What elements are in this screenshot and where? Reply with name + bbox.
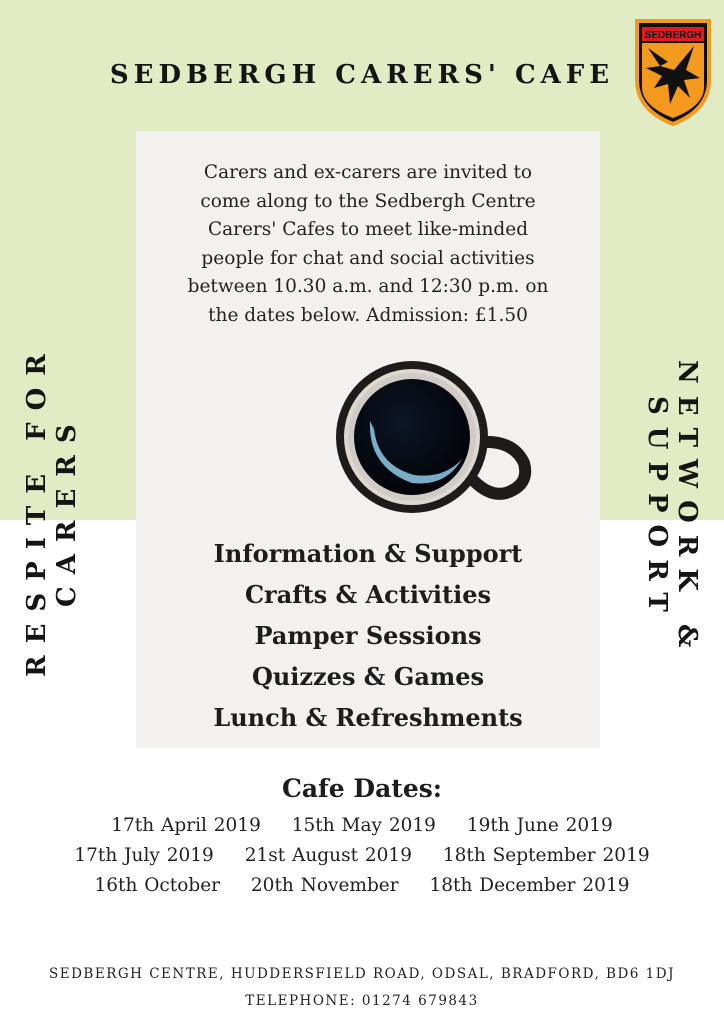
activity-item: Information & Support xyxy=(213,539,523,568)
date-item: 17th July 2019 xyxy=(74,845,214,866)
footer-address: SEDBERGH CENTRE, HUDDERSFIELD ROAD, ODSAL, BRADFORD, BD6 1DJ xyxy=(49,966,675,982)
dates-heading: Cafe Dates: xyxy=(281,774,443,803)
logo-text: SEDBERGH xyxy=(644,30,702,41)
side-text-left: RESPITE FOR CARERS xyxy=(22,342,82,678)
intro-line: Carers and ex-carers are invited to xyxy=(203,162,533,183)
dates-row xyxy=(0,875,724,896)
page-title: SEDBERGH CARERS' CAFE xyxy=(109,60,615,90)
footer-phone: TELEPHONE: 01274 679843 xyxy=(245,993,479,1009)
intro-line: come along to the Sedbergh Centre xyxy=(200,190,536,212)
date-item: 18th September 2019 xyxy=(442,845,650,866)
intro-line: Carers' Cafes to meet like-minded xyxy=(207,219,529,240)
date-item: 16th October xyxy=(94,875,221,896)
activity-item: Lunch & Refreshments xyxy=(213,703,523,732)
intro-text xyxy=(136,159,600,330)
activity-item: Quizzes & Games xyxy=(251,662,485,691)
activities-list xyxy=(136,533,600,738)
date-item: 19th June 2019 xyxy=(466,815,613,836)
intro-line: the dates below. Admission: £1.50 xyxy=(208,304,528,326)
coffee-cup-image xyxy=(334,355,544,525)
date-item: 21st August 2019 xyxy=(244,845,412,866)
activity-item: Pamper Sessions xyxy=(254,621,482,650)
intro-line: people for chat and social activities xyxy=(201,247,535,269)
date-item: 20th November xyxy=(250,875,399,896)
info-panel xyxy=(136,131,600,748)
activity-item: Crafts & Activities xyxy=(244,580,492,609)
date-item: 15th May 2019 xyxy=(291,815,436,836)
side-text-right: NETWORK & SUPPORT xyxy=(642,360,702,660)
dates-row xyxy=(0,815,724,836)
date-item: 17th April 2019 xyxy=(111,815,261,836)
dates-row xyxy=(0,845,724,866)
eagle-crest-icon xyxy=(634,18,712,126)
date-item: 18th December 2019 xyxy=(429,875,630,896)
intro-line: between 10.30 a.m. and 12:30 p.m. on xyxy=(187,276,549,297)
